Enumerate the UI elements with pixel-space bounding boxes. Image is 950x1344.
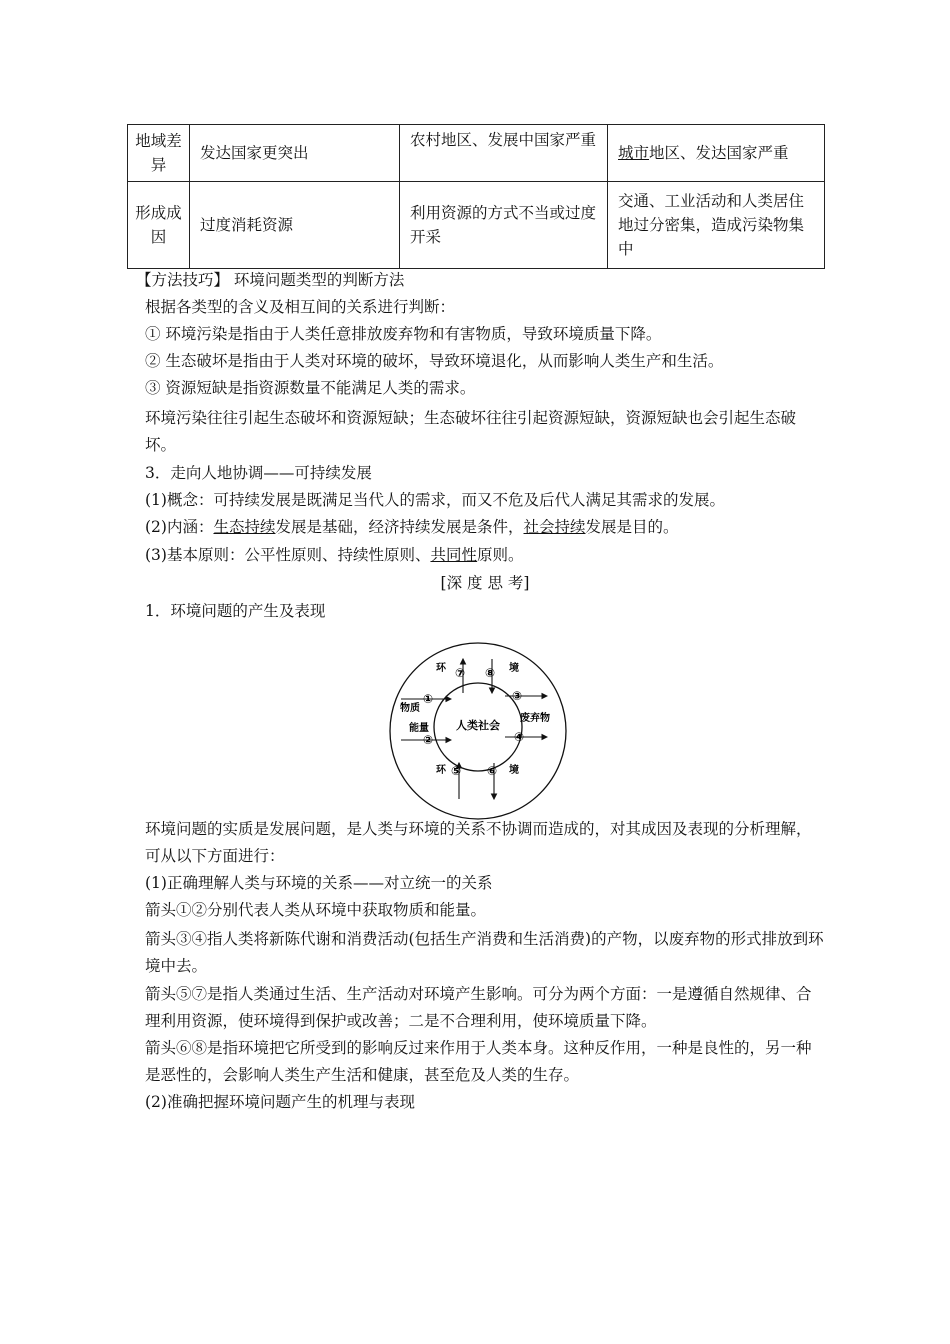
arrow-5-label: ⑤	[451, 764, 462, 778]
analysis-paragraph-6: 箭头⑥⑧是指环境把它所受到的影响反过来作用于人类本身。这种反作用，一种是良性的，另一种是恶性的，会影响人类生产生活和健康，甚至危及人类的生存。	[145, 1039, 812, 1084]
arrow-4-label: ④	[514, 730, 525, 744]
analysis-paragraph-3: 箭头①②分别代表人类从环境中获取物质和能量。	[145, 901, 487, 919]
method-title: 【方法技巧】 环境问题类型的判断方法	[136, 271, 405, 289]
text: 原则。	[476, 546, 524, 564]
table-cell: 交通、工业活动和人类居住地过分密集，造成污染物集中	[608, 182, 825, 269]
env-label: 环	[436, 663, 446, 674]
section-3-title: 3．走向人地协调——可持续发展	[145, 464, 372, 482]
arrow-3-label: ③	[512, 689, 523, 703]
text: (2)内涵：	[145, 518, 214, 536]
table-cell: 发达国家更突出	[190, 125, 400, 182]
analysis-paragraph-1: 环境问题的实质是发展问题，是人类与环境的关系不协调而造成的，对其成因及表现的分析理解，可从以下方面进行：	[145, 820, 812, 865]
center-label: 人类社会	[456, 719, 500, 732]
arrow-7-label: ⑦	[455, 666, 466, 680]
row-header: 地域差异	[128, 125, 190, 182]
env-label: 环	[436, 765, 446, 776]
arrow-1-label: ①	[423, 692, 434, 706]
text: 发展是目的。	[585, 518, 679, 536]
section-3-content	[145, 515, 825, 539]
energy-label: 能量	[409, 723, 429, 734]
underlined-text: 共同性	[430, 546, 477, 564]
table-cell: 利用资源的方式不当或过度开采	[400, 182, 608, 269]
section-3-concept: (1)概念：可持续发展是既满足当代人的需求，而又不危及后代人满足其需求的发展。	[145, 491, 725, 509]
analysis-paragraph-5: 箭头⑤⑦是指人类通过生活、生产活动对环境产生影响。可分为两个方面：一是遵循自然规律、合理利用资源，使环境得到保护或改善；二是不合理利用，使环境质量下降。	[145, 985, 812, 1030]
table-cell: 农村地区、发展中国家严重	[400, 125, 608, 182]
underlined-text: 生态持续	[213, 518, 276, 536]
section-3-principle	[145, 543, 825, 567]
text: 发展是基础，经济持续发展是条件，	[275, 518, 524, 536]
deep-thinking-title: [深 度 思 考]	[440, 574, 530, 592]
arrow-8-label: ⑧	[485, 666, 496, 680]
method-item-1: ① 环境污染是指由于人类任意排放废弃物和有害物质，导致环境质量下降。	[145, 325, 662, 343]
cell-text: 地区、发达国家严重	[649, 144, 789, 162]
arrow-6-label: ⑥	[487, 764, 498, 778]
comparison-table	[127, 124, 825, 269]
row-header: 形成成因	[128, 182, 190, 269]
env-label: 境	[509, 765, 519, 776]
analysis-paragraph-2: (1)正确理解人类与环境的关系——对立统一的关系	[145, 874, 493, 892]
arrow-2-label: ②	[423, 733, 434, 747]
table-cell: 过度消耗资源	[190, 182, 400, 269]
method-item-2: ② 生态破坏是指由于人类对环境的破坏，导致环境退化，从而影响人类生产和生活。	[145, 352, 724, 370]
env-label: 境	[509, 663, 519, 674]
analysis-paragraph-4: 箭头③④指人类将新陈代谢和消费活动(包括生产消费和生活消费)的产物，以废弃物的形式排放到环境中去。	[145, 930, 824, 975]
text: (3)基本原则：公平性原则、持续性原则、	[145, 546, 431, 564]
table-cell	[608, 125, 825, 182]
table-row	[128, 182, 825, 269]
underlined-text: 社会持续	[523, 518, 586, 536]
underlined-text: 城市	[618, 144, 650, 162]
question-1-title: 1．环境问题的产生及表现	[145, 602, 326, 620]
method-summary: 环境污染往往引起生态破坏和资源短缺；生态破坏往往引起资源短缺，资源短缺也会引起生态破坏。	[145, 409, 797, 454]
waste-label: 废弃物	[520, 713, 550, 724]
human-environment-diagram	[387, 641, 569, 821]
analysis-paragraph-7: (2)准确把握环境问题产生的机理与表现	[145, 1093, 415, 1111]
table-row	[128, 125, 825, 182]
diagram-svg	[387, 641, 569, 821]
matter-label: 物质	[400, 703, 420, 714]
method-item-3: ③ 资源短缺是指资源数量不能满足人类的需求。	[145, 379, 476, 397]
method-intro: 根据各类型的含义及相互间的关系进行判断：	[145, 298, 456, 316]
